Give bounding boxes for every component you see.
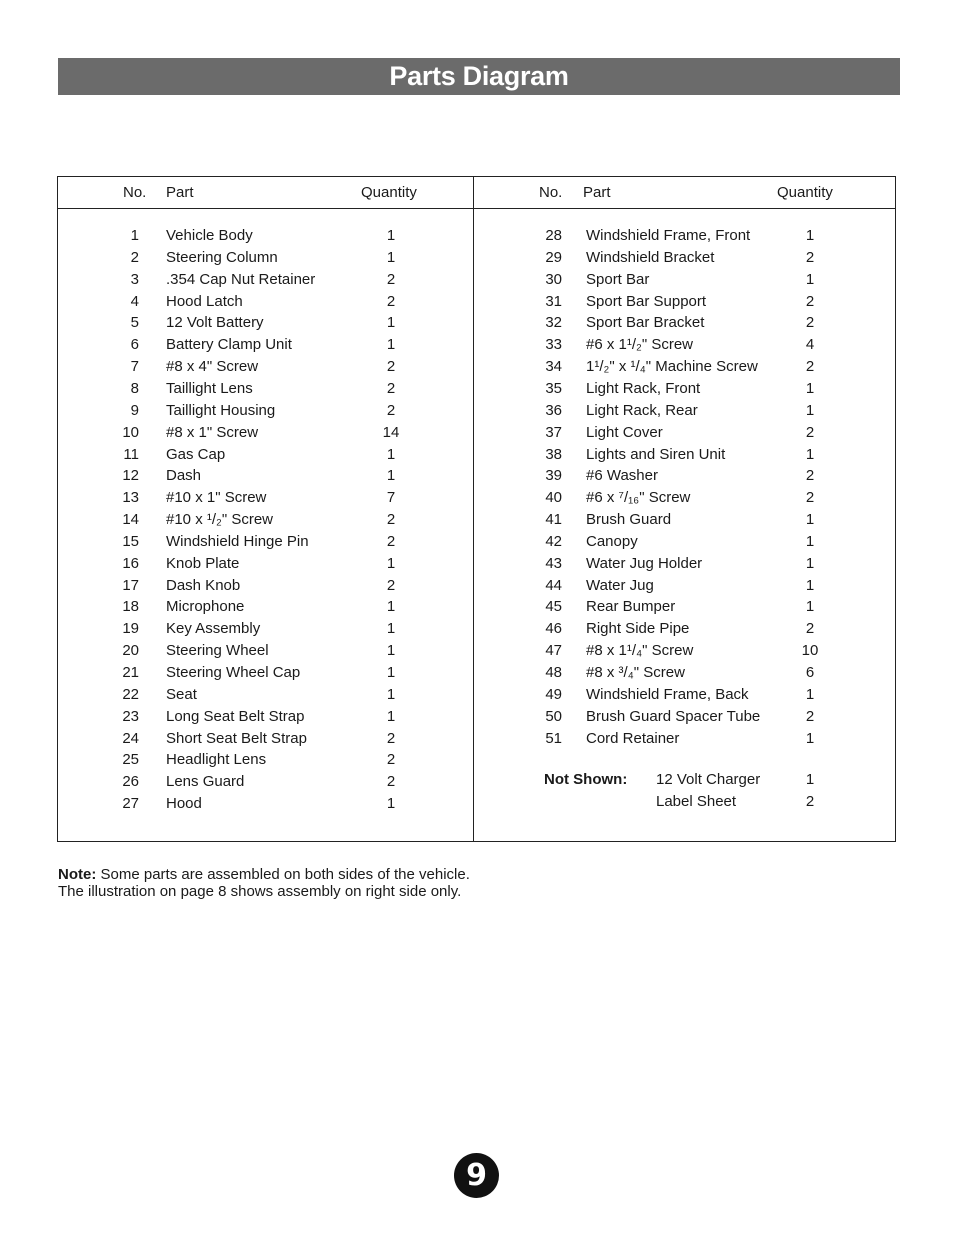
part-name: #10 x 1" Screw (166, 489, 267, 507)
part-name: .354 Cap Nut Retainer (166, 270, 316, 288)
part-quantity: 1 (386, 248, 396, 266)
part-number: 21 (122, 664, 139, 681)
part-name: Microphone (166, 598, 245, 616)
part-name: Headlight Lens (166, 751, 267, 769)
part-name: Vehicle Body (166, 227, 253, 244)
right-header-no: No. (539, 184, 563, 201)
part-quantity: 1 (805, 445, 815, 463)
part-name: Brush Guard Spacer Tube (586, 707, 761, 725)
part-number: 48 (545, 664, 562, 681)
part-number: 38 (545, 445, 562, 463)
part-number: 8 (130, 379, 139, 397)
part-quantity: 1 (805, 554, 815, 572)
part-number: 36 (545, 401, 562, 419)
part-quantity: 2 (805, 248, 815, 266)
left-header-part: Part (166, 184, 194, 201)
part-quantity: 2 (805, 292, 815, 310)
part-quantity: 2 (386, 576, 396, 594)
note-line-2: The illustration on page 8 shows assembly on right side only. (58, 883, 462, 900)
part-name: #6 Washer (586, 467, 658, 485)
part-name: Light Rack, Front (586, 379, 701, 397)
part-name: Battery Clamp Unit (166, 336, 292, 354)
part-quantity: 10 (801, 642, 819, 660)
not-shown-qty: 2 (805, 793, 815, 810)
part-number: 9 (130, 401, 139, 419)
part-number: 23 (122, 707, 139, 725)
part-number: 34 (545, 358, 562, 376)
part-number: 16 (122, 554, 139, 572)
part-number: 46 (545, 620, 562, 638)
part-name: Water Jug (586, 576, 654, 594)
part-number: 35 (545, 379, 562, 397)
part-name: Canopy (586, 532, 638, 550)
part-quantity: 1 (386, 445, 396, 463)
left-header-quantity: Quantity (361, 184, 417, 201)
part-name: Steering Column (166, 248, 278, 266)
part-quantity: 1 (386, 598, 396, 616)
part-name: 12 Volt Battery (166, 314, 264, 332)
part-quantity: 1 (805, 729, 815, 747)
part-quantity: 1 (805, 379, 815, 397)
part-number: 50 (545, 707, 562, 725)
part-quantity: 2 (386, 401, 396, 419)
part-number: 7 (130, 358, 139, 376)
part-number: 20 (122, 642, 139, 660)
part-quantity: 1 (805, 511, 815, 529)
part-number: 40 (545, 489, 562, 507)
part-number: 33 (545, 336, 562, 354)
part-name: Gas Cap (166, 445, 226, 463)
part-name: Seat (166, 685, 197, 703)
part-name: #10 x ¹/₂" Screw (166, 511, 274, 529)
left-header-no: No. (123, 184, 147, 201)
part-quantity: 2 (386, 532, 396, 550)
part-number: 28 (545, 227, 562, 244)
part-number: 51 (545, 729, 562, 747)
part-quantity: 1 (386, 227, 396, 244)
part-quantity: 1 (386, 620, 396, 638)
part-number: 42 (545, 532, 562, 550)
part-name: Steering Wheel Cap (166, 664, 301, 681)
part-name: Right Side Pipe (586, 620, 690, 638)
part-quantity: 14 (382, 423, 400, 441)
part-quantity: 1 (805, 598, 815, 616)
part-number: 45 (545, 598, 562, 616)
part-name: Windshield Hinge Pin (166, 532, 309, 550)
part-quantity: 2 (805, 314, 815, 332)
part-number: 12 (122, 467, 139, 485)
part-name: #6 x ⁷/₁₆" Screw (586, 489, 691, 507)
part-name: #8 x 1" Screw (166, 423, 259, 441)
part-quantity: 2 (386, 751, 396, 769)
part-quantity: 1 (386, 664, 396, 681)
part-quantity: 1 (805, 576, 815, 594)
part-name: Hood Latch (166, 292, 243, 310)
part-name: Windshield Bracket (586, 248, 715, 266)
part-number: 14 (122, 511, 139, 529)
part-quantity: 1 (805, 532, 815, 550)
part-number: 15 (122, 532, 139, 550)
part-name: Rear Bumper (586, 598, 676, 616)
part-name: Dash (166, 467, 202, 485)
part-name: Dash Knob (166, 576, 241, 594)
part-quantity: 1 (805, 401, 815, 419)
part-number: 47 (545, 642, 562, 660)
part-quantity: 1 (386, 554, 396, 572)
part-number: 24 (122, 729, 139, 747)
page-title: Parts Diagram (58, 58, 900, 95)
part-name: Key Assembly (166, 620, 261, 638)
part-quantity: 1 (386, 707, 396, 725)
part-number: 4 (130, 292, 139, 310)
part-number: 49 (545, 685, 562, 703)
not-shown-part: 12 Volt Charger (656, 771, 761, 788)
part-name: Windshield Frame, Front (586, 227, 751, 244)
part-number: 17 (122, 576, 139, 594)
part-quantity: 2 (386, 270, 396, 288)
part-name: #6 x 1¹/₂" Screw (586, 336, 694, 354)
part-quantity: 2 (805, 620, 815, 638)
part-name: Light Rack, Rear (586, 401, 698, 419)
part-name: Light Cover (586, 423, 663, 441)
part-number: 30 (545, 270, 562, 288)
part-number: 22 (122, 685, 139, 703)
part-name: Lights and Siren Unit (586, 445, 726, 463)
not-shown-part: Label Sheet (656, 793, 737, 810)
part-quantity: 1 (386, 642, 396, 660)
part-quantity: 1 (386, 685, 396, 703)
part-quantity: 1 (805, 227, 815, 244)
column-divider (473, 177, 474, 841)
part-quantity: 1 (386, 795, 396, 813)
not-shown-label: Not Shown: (544, 771, 628, 788)
part-name: Water Jug Holder (586, 554, 703, 572)
right-header-part: Part (583, 184, 611, 201)
part-quantity: 2 (805, 467, 815, 485)
part-name: Windshield Frame, Back (586, 685, 749, 703)
note-label: Note: (58, 866, 97, 883)
parts-table (57, 176, 896, 842)
part-number: 39 (545, 467, 562, 485)
part-name: Short Seat Belt Strap (166, 729, 307, 747)
part-name: Hood (166, 795, 202, 813)
part-name: Lens Guard (166, 773, 245, 791)
part-name: Steering Wheel (166, 642, 269, 660)
part-quantity: 2 (386, 729, 396, 747)
part-number: 10 (122, 423, 139, 441)
part-quantity: 2 (386, 511, 396, 529)
not-shown-qty: 1 (805, 771, 815, 788)
part-name: Brush Guard (586, 511, 672, 529)
right-header-quantity: Quantity (777, 184, 833, 201)
part-name: 1¹/₂" x ¹/₄" Machine Screw (586, 358, 758, 376)
part-quantity: 2 (805, 423, 815, 441)
part-number: 18 (122, 598, 139, 616)
part-number: 32 (545, 314, 562, 332)
part-name: Sport Bar Bracket (586, 314, 705, 332)
part-quantity: 6 (805, 664, 815, 681)
part-quantity: 2 (386, 773, 396, 791)
part-number: 13 (122, 489, 139, 507)
part-name: Taillight Lens (166, 379, 253, 397)
part-number: 3 (130, 270, 139, 288)
part-quantity: 1 (805, 685, 815, 703)
part-number: 6 (130, 336, 139, 354)
part-number: 11 (123, 445, 139, 463)
part-name: #8 x 4" Screw (166, 358, 259, 376)
part-name: Cord Retainer (586, 729, 680, 747)
part-name: Knob Plate (166, 554, 240, 572)
part-quantity: 2 (805, 707, 815, 725)
part-number: 37 (545, 423, 562, 441)
part-number: 31 (545, 292, 562, 310)
part-quantity: 2 (805, 489, 815, 507)
part-number: 5 (130, 314, 139, 332)
note-line-1: Some parts are assembled on both sides of the vehicle. (100, 866, 470, 883)
part-number: 25 (122, 751, 139, 769)
part-number: 27 (122, 795, 139, 813)
part-quantity: 2 (386, 292, 396, 310)
part-quantity: 7 (386, 489, 396, 507)
part-quantity: 1 (805, 270, 815, 288)
part-number: 29 (545, 248, 562, 266)
page-number: 9 (454, 1153, 499, 1198)
part-quantity: 1 (386, 336, 396, 354)
part-name: Sport Bar (586, 270, 650, 288)
part-number: 26 (122, 773, 139, 791)
note (58, 866, 470, 900)
part-number: 1 (130, 227, 139, 244)
part-number: 44 (545, 576, 562, 594)
part-number: 41 (545, 511, 562, 529)
part-quantity: 1 (386, 314, 396, 332)
part-number: 43 (545, 554, 562, 572)
part-name: #8 x 1¹/₄" Screw (586, 642, 694, 660)
part-quantity: 2 (805, 358, 815, 376)
part-quantity: 1 (386, 467, 396, 485)
part-name: #8 x ³/₄" Screw (586, 664, 685, 681)
part-name: Long Seat Belt Strap (166, 707, 305, 725)
part-quantity: 4 (805, 336, 815, 354)
part-name: Taillight Housing (166, 401, 276, 419)
part-number: 2 (130, 248, 139, 266)
part-quantity: 2 (386, 379, 396, 397)
part-quantity: 2 (386, 358, 396, 376)
part-name: Sport Bar Support (586, 292, 707, 310)
header-rule (58, 208, 895, 209)
part-number: 19 (122, 620, 139, 638)
